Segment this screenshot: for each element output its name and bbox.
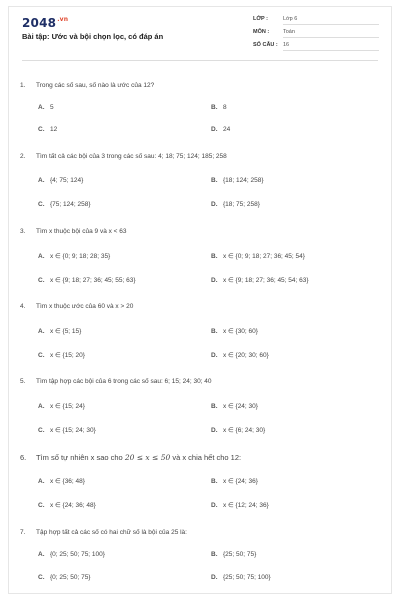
- option-b[interactable]: [211, 252, 305, 260]
- option-text: x ∈ {20; 30; 60}: [223, 352, 269, 359]
- option-text: x ∈ {6; 24; 30}: [223, 427, 266, 434]
- option-text: {0; 25; 50; 75}: [50, 574, 91, 581]
- option-letter: A.: [38, 104, 45, 111]
- option-letter: C.: [38, 574, 45, 581]
- option-c[interactable]: [38, 501, 96, 509]
- option-text: x ∈ {24; 36; 48}: [50, 502, 96, 509]
- question-text: Tìm tất cả các bội của 3 trong các số sau: 4; 18; 75; 124; 185; 258: [36, 153, 227, 160]
- header-divider: [22, 60, 378, 61]
- option-text: 5: [50, 104, 54, 111]
- question-text: Tìm x thuộc ước của 60 và x > 20: [36, 303, 134, 310]
- question-text: Tập hợp tất cả các số có hai chữ số là bội của 25 là:: [36, 529, 187, 536]
- option-b[interactable]: [211, 402, 258, 410]
- option-c[interactable]: [38, 574, 90, 581]
- option-letter: D.: [211, 574, 218, 581]
- option-a[interactable]: [38, 551, 105, 558]
- option-text: x ∈ {24; 30}: [223, 403, 258, 410]
- option-text: x ∈ {0; 9; 18; 27; 36; 45; 54}: [223, 253, 305, 260]
- option-letter: D.: [211, 201, 218, 208]
- option-text: x ∈ {15; 20}: [50, 352, 85, 359]
- option-letter: B.: [211, 328, 218, 335]
- option-d[interactable]: [211, 201, 260, 208]
- option-letter: A.: [38, 177, 45, 184]
- logo-text: 2048: [22, 16, 57, 30]
- question-number: 4.: [20, 303, 26, 310]
- option-letter: A.: [38, 478, 45, 485]
- option-letter: D.: [211, 502, 218, 509]
- option-text: x ∈ {0; 9; 18; 28; 35}: [50, 253, 111, 260]
- meta-underline: [283, 50, 379, 51]
- meta-value: Toán: [283, 29, 295, 35]
- meta-value: 16: [283, 42, 290, 48]
- meta-underline: [283, 37, 379, 38]
- option-letter: D.: [211, 427, 218, 434]
- meta-label: SỐ CÂU :: [253, 42, 278, 48]
- option-text: x ∈ {9; 18; 27; 36; 45; 55; 63}: [50, 277, 136, 284]
- question-text-part: và x chia hết cho 12:: [170, 453, 242, 462]
- option-text: {18; 124; 258}: [223, 177, 264, 184]
- meta-underline: [283, 24, 379, 25]
- option-a[interactable]: [38, 477, 85, 485]
- option-text: x ∈ {24; 36}: [223, 478, 258, 485]
- option-d[interactable]: [211, 351, 269, 359]
- option-letter: C.: [38, 352, 45, 359]
- option-letter: C.: [38, 126, 45, 133]
- option-text: {4; 75; 124}: [50, 177, 84, 184]
- question-number: 7.: [20, 529, 26, 536]
- option-letter: D.: [211, 277, 218, 284]
- question-number: 2.: [20, 153, 26, 160]
- option-d[interactable]: [211, 574, 271, 581]
- option-a[interactable]: [38, 177, 83, 184]
- meta-subject: [253, 29, 379, 39]
- option-letter: C.: [38, 427, 45, 434]
- option-letter: D.: [211, 352, 218, 359]
- option-text: x ∈ {5; 15}: [50, 328, 82, 335]
- option-d[interactable]: [211, 126, 230, 133]
- option-a[interactable]: [38, 104, 54, 111]
- option-b[interactable]: [211, 327, 258, 335]
- question-number: 3.: [20, 228, 26, 235]
- option-d[interactable]: [211, 426, 265, 434]
- option-text: x ∈ {30; 60}: [223, 328, 258, 335]
- option-text: x ∈ {9; 18; 27; 36; 45; 54; 63}: [223, 277, 309, 284]
- document-title: Bài tập: Ước và bội chọn lọc, có đáp án: [22, 32, 164, 41]
- option-text: 12: [50, 126, 58, 133]
- option-letter: A.: [38, 328, 45, 335]
- option-text: x ∈ {36; 48}: [50, 478, 85, 485]
- question-text: Trong các số sau, số nào là ước của 12?: [36, 82, 155, 89]
- question-text: Tìm tập hợp các bội của 6 trong các số sau: 6; 15; 24; 30; 40: [36, 378, 212, 385]
- option-text: {75; 124; 258}: [50, 201, 91, 208]
- option-text: x ∈ {15; 24; 30}: [50, 427, 96, 434]
- option-c[interactable]: [38, 276, 136, 284]
- question-number: 5.: [20, 378, 26, 385]
- option-c[interactable]: [38, 351, 85, 359]
- question-number: 6.: [20, 453, 27, 462]
- question-text: [36, 453, 241, 462]
- option-text: x ∈ {15; 24}: [50, 403, 85, 410]
- option-b[interactable]: [211, 551, 256, 558]
- site-logo[interactable]: [22, 16, 68, 30]
- option-letter: A.: [38, 403, 45, 410]
- option-b[interactable]: [211, 177, 264, 184]
- math-expression: 20 ≤ x ≤ 50: [124, 453, 171, 462]
- option-text: {18; 75; 258}: [223, 201, 260, 208]
- option-c[interactable]: [38, 126, 57, 133]
- option-c[interactable]: [38, 201, 91, 208]
- option-letter: C.: [38, 277, 45, 284]
- meta-question-count: [253, 42, 379, 52]
- option-letter: B.: [211, 177, 218, 184]
- option-letter: D.: [211, 126, 218, 133]
- option-letter: B.: [211, 104, 218, 111]
- option-b[interactable]: [211, 104, 227, 111]
- meta-label: LỚP :: [253, 16, 268, 22]
- option-letter: A.: [38, 551, 45, 558]
- option-letter: A.: [38, 253, 45, 260]
- option-a[interactable]: [38, 252, 110, 260]
- option-a[interactable]: [38, 327, 81, 335]
- option-text: {25; 50; 75}: [223, 551, 257, 558]
- option-text: x ∈ {12; 24; 36}: [223, 502, 269, 509]
- option-text: 24: [223, 126, 231, 133]
- option-d[interactable]: [211, 501, 269, 509]
- meta-label: MÔN :: [253, 29, 270, 35]
- meta-grade: [253, 16, 379, 26]
- option-a[interactable]: [38, 402, 85, 410]
- option-letter: C.: [38, 502, 45, 509]
- question-text: Tìm x thuộc bội của 9 và x < 63: [36, 228, 127, 235]
- logo-suffix: .vn: [57, 16, 69, 23]
- meta-value: Lớp 6: [283, 16, 298, 22]
- option-text: {25; 50; 75; 100}: [223, 574, 271, 581]
- option-c[interactable]: [38, 426, 96, 434]
- option-text: {0; 25; 50; 75; 100}: [50, 551, 105, 558]
- question-text-part: Tìm số tự nhiên x sao cho: [36, 453, 125, 462]
- option-letter: B.: [211, 253, 218, 260]
- option-d[interactable]: [211, 276, 309, 284]
- question-number: 1.: [20, 82, 26, 89]
- option-letter: B.: [211, 551, 218, 558]
- option-letter: B.: [211, 478, 218, 485]
- option-b[interactable]: [211, 477, 258, 485]
- option-text: 8: [223, 104, 227, 111]
- option-letter: C.: [38, 201, 45, 208]
- option-letter: B.: [211, 403, 218, 410]
